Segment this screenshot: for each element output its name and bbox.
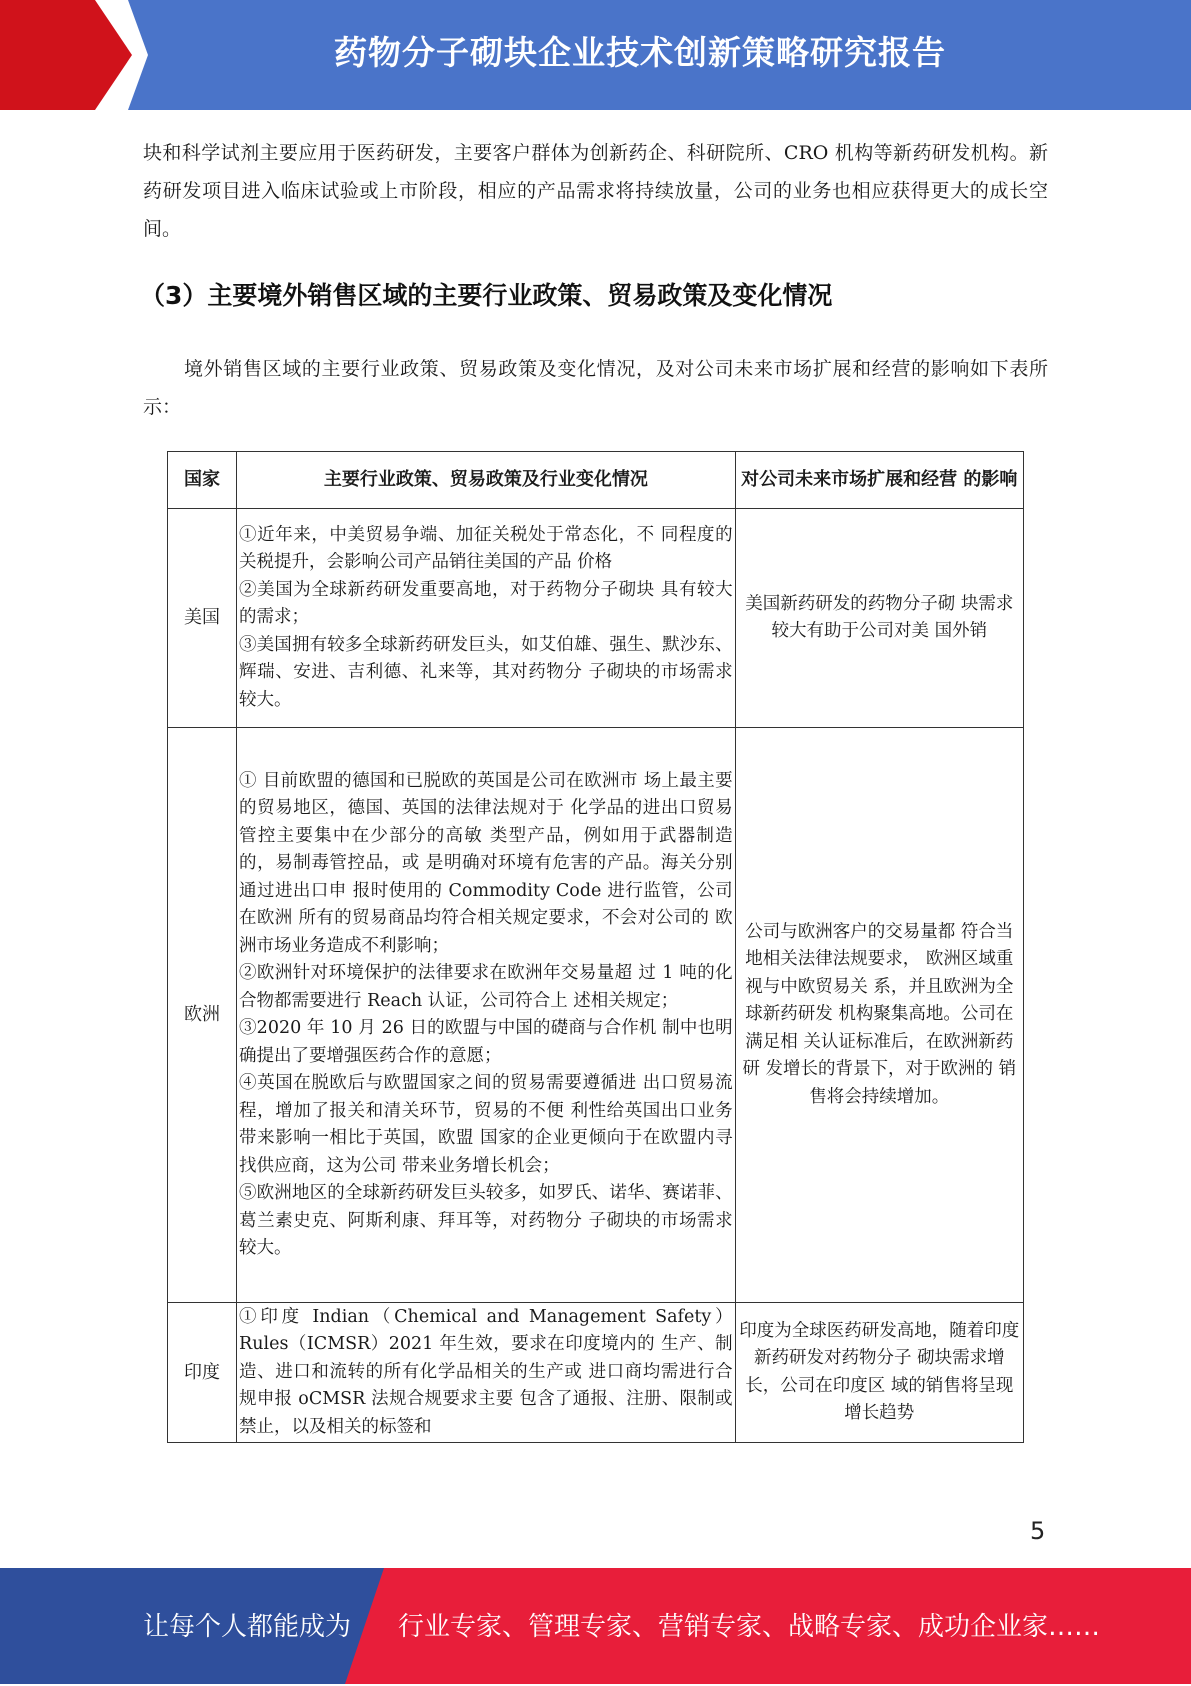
header-impact: 对公司未来市场扩展和经营 的影响: [735, 452, 1023, 509]
policy-item: ①印度 Indian（Chemical and Management Safety）Rules（ICMSR）2021 年生效，要求在印度境内的 生产、制造、进口和流转的所有化学品相关的生产或 进口商均需进行合规申报 oCMSR 法规合规要求主要 包含了通报、注册、限制或禁止，以及相关的标签和: [239, 1306, 733, 1437]
policy-item: ⑤欧洲地区的全球新药研发巨头较多，如罗氏、诺华、赛诺菲、葛兰素史克、阿斯利康、拜耳等，对药物分 子砌块的市场需求较大。: [239, 1183, 733, 1258]
policy-cell: [237, 728, 736, 1303]
section-heading: （3）主要境外销售区域的主要行业政策、贸易政策及变化情况: [140, 281, 833, 310]
header-policy: 主要行业政策、贸易政策及行业变化情况: [237, 452, 736, 509]
policy-item: ③美国拥有较多全球新药研发巨头，如艾伯雄、强生、默沙东、辉瑞、安进、吉利德、礼来等，其对药物分 子砌块的市场需求较大。: [239, 634, 733, 710]
table-row: [168, 1303, 1024, 1443]
footer-slogan-left: 让每个人都能成为: [143, 1612, 352, 1642]
page-number: 5: [1030, 1517, 1046, 1545]
intro-paragraph: 块和科学试剂主要应用于医药研发，主要客户群体为创新药企、科研院所、CRO 机构等新药研发机构。新药研发项目进入临床试验或上市阶段，相应的产品需求将持续放量，公司的业务也相应获得更大的成长空间。: [143, 142, 1048, 240]
policy-item: ②欧洲针对环境保护的法律要求在欧洲年交易量超 过 1 吨的化合物都需要进行 Reach 认证，公司符合上 述相关规定；: [239, 963, 733, 1011]
country-cell: 美国: [168, 509, 237, 728]
country-cell: 印度: [168, 1303, 237, 1443]
table-row: [168, 728, 1024, 1303]
footer-slogan-right: 行业专家、管理专家、营销专家、战略专家、成功企业家……: [398, 1612, 1101, 1642]
policy-item: ③2020 年 10 月 26 日的欧盟与中国的礎商与合作机 制中也明确提出了要增强医药合作的意愿；: [239, 1018, 733, 1066]
table-row: [168, 509, 1024, 728]
impact-cell: 公司与欧洲客户的交易量都 符合当地相关法律法规要求， 欧洲区域重视与中欧贸易关 系，并且欧洲为全球新药研发 机构聚集高地。公司在满足相 关认证标准后，在欧洲新药研 发增长的背景下，对于欧洲的 销售将会持续增加。: [735, 728, 1023, 1303]
table-intro-paragraph: 境外销售区域的主要行业政策、贸易政策及变化情况，及对公司未来市场扩展和经营的影响如下表所示：: [143, 358, 1048, 418]
policy-cell: [237, 1303, 736, 1443]
policy-item: ① 目前欧盟的德国和已脱欧的英国是公司在欧洲市 场上最主要的贸易地区，德国、英国的法律法规对于 化学品的进出口贸易管控主要集中在少部分的高敏 类型产品，例如用于武器制造的，易制毒管控品，或 是明确对环境有危害的产品。海关分别通过进出口申 报时使用的 Commodity Code 进行监管，公司在欧洲 所有的贸易商品均符合相关规定要求，不会对公司的 欧洲市场业务造成不利影响；: [239, 770, 733, 956]
policy-item: ①近年来，中美贸易争端、加征关税处于常态化，不 同程度的关税提升，会影响公司产品销往美国的产品 价格: [239, 524, 733, 573]
impact-cell: 印度为全球医药研发高地，随着印度新药研发对药物分子 砌块需求增长，公司在印度区 域的销售将呈现增长趋势: [735, 1303, 1023, 1443]
table-header-row: [168, 452, 1024, 509]
policy-item: ④英国在脱欧后与欧盟国家之间的贸易需要遵循进 出口贸易流程，增加了报关和清关环节，贸易的不便 利性给英国出口业务带来影响一相比于英国，欧盟 国家的企业更倾向于在欧盟内寻找供应商，这为公司 带来业务增长机会；: [239, 1073, 733, 1176]
footer-banner: [0, 1568, 1191, 1684]
header-country: 国家: [168, 452, 237, 509]
policy-item: ②美国为全球新药研发重要高地，对于药物分子砌块 具有较大的需求；: [239, 579, 733, 628]
policy-cell: [237, 509, 736, 728]
impact-cell: 美国新药研发的药物分子砌 块需求较大有助于公司对美 国外销: [735, 509, 1023, 728]
header-banner: [0, 0, 1191, 110]
country-cell: 欧洲: [168, 728, 237, 1303]
report-title: 药物分子砌块企业技术创新策略研究报告: [334, 33, 946, 72]
policy-table: [167, 451, 1024, 1443]
